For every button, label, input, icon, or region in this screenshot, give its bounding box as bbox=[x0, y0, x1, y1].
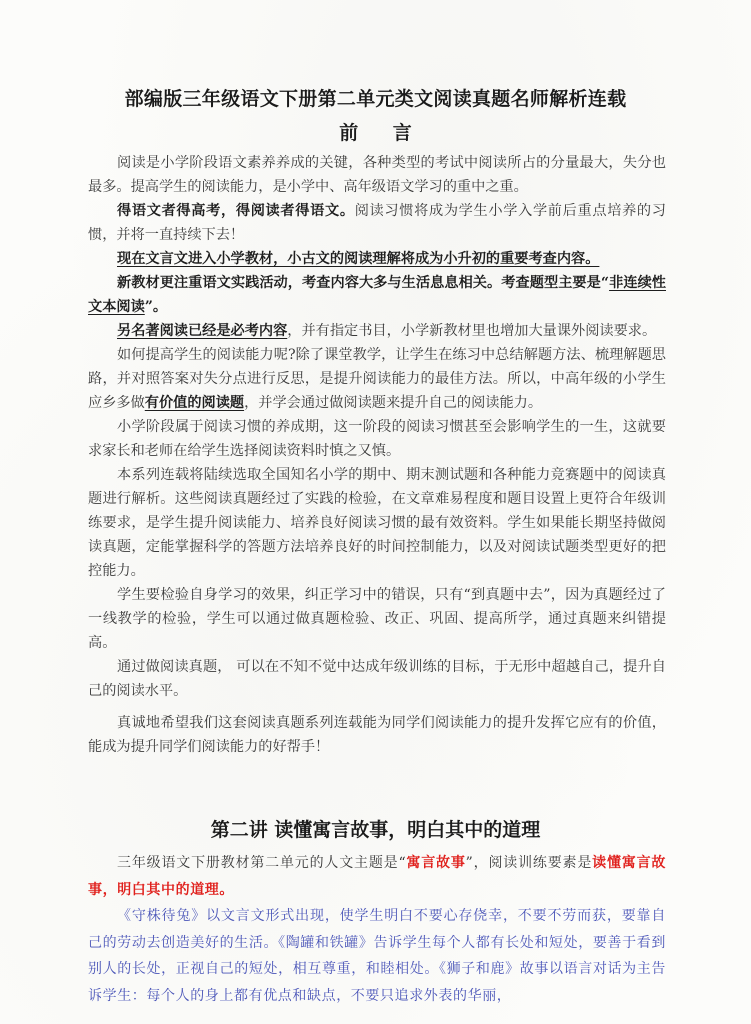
lecture-intro bbox=[88, 850, 666, 903]
preface-paragraph-2 bbox=[88, 199, 666, 247]
preface-paragraph-6 bbox=[88, 343, 666, 415]
bold-slogan: 得语文者得高考，得阅读者得语文。 bbox=[117, 203, 355, 219]
paragraph-text: 小学阶段属于阅读习惯的养成期，这一阶段的阅读习惯甚至会影响学生的一生，这就要求家长和老师在给学生选择阅读资料时慎之又慎。 bbox=[88, 419, 666, 459]
underlined-emphasis: 现在文言文进入小学教材，小古文的阅读理解将成为小升初的重要考查内容。 bbox=[117, 251, 600, 267]
paragraph-text: ，并有指定书目，小学新教材里也增加大量课外阅读要求。 bbox=[287, 323, 657, 339]
underlined-emphasis: 非连续性文本阅读 bbox=[88, 275, 666, 315]
intro-text: ”，阅读训练要素是 bbox=[465, 855, 593, 871]
preface-paragraph-4 bbox=[88, 271, 666, 319]
underlined-emphasis: 另名著阅读已经是必考内容 bbox=[117, 323, 288, 339]
preface-paragraph-3 bbox=[88, 247, 666, 271]
preface-paragraph-5 bbox=[88, 319, 666, 343]
paragraph-text: 真诚地希望我们这套阅读真题系列连载能为同学们阅读能力的提升发挥它应有的价值，能成为提升同学们阅读能力的好帮手！ bbox=[88, 715, 666, 755]
lecture-heading: 第二讲 读懂寓言故事，明白其中的道理 bbox=[210, 819, 541, 841]
document-title: 部编版三年级语文下册第二单元类文阅读真题名师解析连载 bbox=[124, 88, 627, 110]
paragraph-text: ，并学会通过做阅读题来提升自己的阅读能力。 bbox=[244, 395, 543, 411]
preface-paragraph-1 bbox=[88, 151, 666, 199]
paragraph-text: 阅读习惯将成为学生小学入学前后重点培养的习惯，并将一直持续下去！ bbox=[88, 203, 666, 243]
bold-text: ”。 bbox=[144, 299, 168, 315]
paragraph-text: 学生要检验自身学习的效果，纠正学习中的错误，只有“到真题中去”，因为真题经过了一线教学的检验，学生可以通过做真题检验、改正、巩固、提高所学，通过真题来纠错提高。 bbox=[88, 587, 666, 651]
paragraph-spacer bbox=[88, 703, 666, 711]
preface-body bbox=[88, 151, 666, 759]
preface-paragraph-11 bbox=[88, 711, 666, 759]
paragraph-text: 本系列连载将陆续选取全国知名小学的期中、期末测试题和各种能力竞赛题中的阅读真题进行解析。这些阅读真题经过了实践的检验，在文章难易程度和题目设置上更符合年级训练要求，是学生提升阅读能力、培养良好阅读习惯的最有效资料。学生如果能长期坚持做阅读真题，定能掌握科学的答题方法培养良好的时间控制能力，以及对阅读试题类型更好的把控能力。 bbox=[88, 467, 666, 579]
training-element-highlight: 读懂寓言故事，明白其中的道理。 bbox=[88, 855, 667, 898]
preface-paragraph-10 bbox=[88, 655, 666, 703]
bold-text: 新教材更注重语文实践活动，考查内容大多与生活息息相关。考查题型主要是“ bbox=[117, 275, 610, 291]
theme-highlight: 寓言故事 bbox=[406, 855, 466, 871]
paragraph-text: 阅读是小学阶段语文素养养成的关键，各种类型的考试中阅读所占的分量最大，失分也最多。提高学生的阅读能力，是小学中、高年级语文学习的重中之重。 bbox=[88, 155, 666, 195]
intro-text: 三年级语文下册教材第二单元的人文主题是“ bbox=[117, 855, 407, 871]
underlined-emphasis: 有价值的阅读题 bbox=[144, 395, 245, 411]
paragraph-text: 通过做阅读真题， 可以在不知不觉中达成年级训练的目标，于无形中超越自己，提升自己的阅读水平。 bbox=[88, 659, 666, 699]
preface-paragraph-8 bbox=[88, 463, 666, 583]
paragraph-text: 如何提高学生的阅读能力呢?除了课堂教学，让学生在练习中总结解题方法、梳理解题思路，并对照答案对失分点进行反思，是提升阅读能力的最佳方法。所以，中高年级的小学生应乡多做 bbox=[88, 347, 666, 411]
preface-paragraph-9 bbox=[88, 583, 666, 655]
lecture-body bbox=[88, 850, 666, 1009]
preface-title: 前 言 bbox=[339, 122, 426, 144]
preface-paragraph-7 bbox=[88, 415, 666, 463]
lecture-summary: 《守株待兔》以文言文形式出现，使学生明白不要心存侥幸，不要不劳而获，要靠自己的劳动去创造美好的生活。《陶罐和铁罐》告诉学生每个人都有长处和短处，要善于看到别人的长处，正视自己的短处，相互尊重，和睦相处。《狮子和鹿》故事以语言对话为主告诉学生：每个人的身上都有优点和缺点，不要只追求外表的华丽， bbox=[88, 908, 666, 1004]
